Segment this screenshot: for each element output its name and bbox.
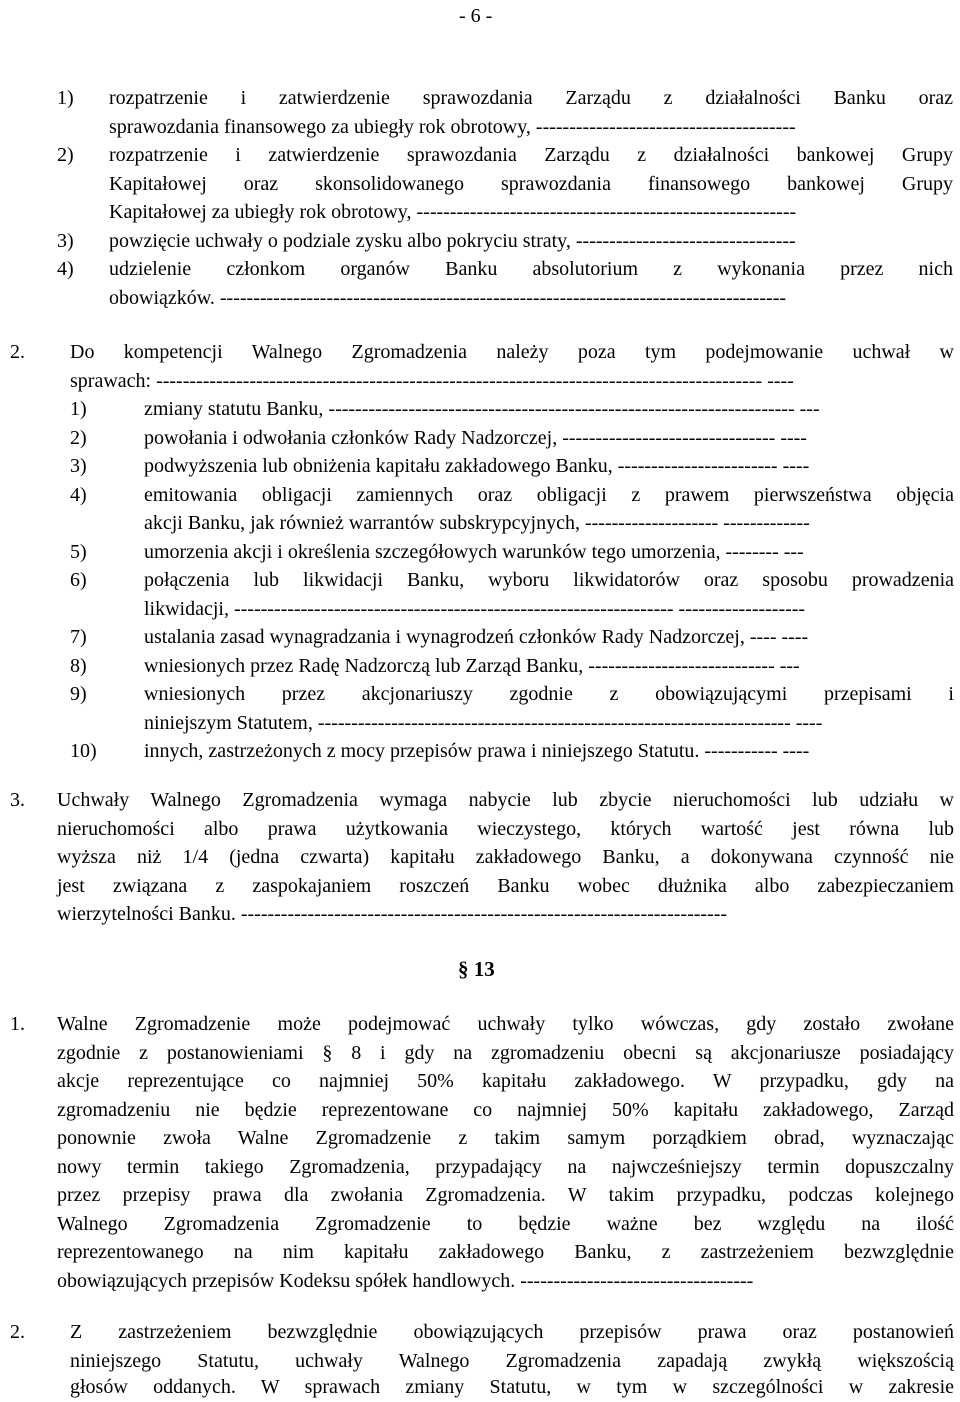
- paragraph-line: Walne Zgromadzenie może podejmować uchwały tylko wówczas, gdy zostało zwołane: [57, 1013, 954, 1035]
- list-item-number: 10): [70, 740, 97, 762]
- list-item-number: 6): [70, 569, 87, 591]
- paragraph-number: 1.: [10, 1013, 25, 1035]
- paragraph-line: akcje reprezentujące co najmniej 50% kapitału zakładowego. W przypadku, gdy na: [57, 1070, 954, 1092]
- list-item-number: 8): [70, 654, 87, 677]
- list-item-number: 5): [70, 540, 87, 563]
- paragraph-line: nieruchomości albo prawa użytkowania wieczystego, których wartość jest równa lub: [57, 817, 954, 840]
- paragraph-number: 2.: [10, 341, 25, 363]
- list-item-line: emitowania obligacji zamiennych oraz obligacji z prawem pierwszeństwa objęcia: [144, 483, 954, 506]
- section-heading: § 13: [458, 957, 495, 981]
- list-item-line: sprawozdania finansowego za ubiegły rok obrotowy, ---------------------------------------: [109, 115, 796, 138]
- paragraph-line: przez przepisy prawa dla zwołania Zgromadzenia. W takim przypadku, podczas kolejnego: [57, 1184, 954, 1206]
- paragraph-line: wierzytelności Banku. -------------------------------------------------------------------------: [57, 903, 728, 925]
- list-item-line: Kapitałowej za ubiegły rok obrotowy, ---------------------------------------------------------: [109, 201, 797, 223]
- paragraph-line: Z zastrzeżeniem bezwzględnie obowiązujących przepisów prawa oraz postanowień: [70, 1321, 954, 1343]
- paragraph-line: wyższa niż 1/4 (jedna czwarta) kapitału zakładowego Banku, a dokonywana czynność nie: [57, 846, 954, 868]
- paragraph-line: Uchwały Walnego Zgromadzenia wymaga nabycie lub zbycie nieruchomości lub udziału w: [57, 789, 954, 811]
- list-item-line: udzielenie członkom organów Banku absolutorium z wykonania przez nich: [109, 258, 953, 280]
- list-item-line: wniesionych przez akcjonariuszy zgodnie z obowiązującymi przepisami i: [144, 683, 954, 705]
- list-item-line: podwyższenia lub obniżenia kapitału zakładowego Banku, ------------------------ ----: [144, 455, 810, 477]
- list-item-number: 7): [70, 626, 87, 648]
- paragraph-line: ponownie zwoła Walne Zgromadzenie z takim samym porządkiem obrad, wyznaczając: [57, 1127, 954, 1149]
- list-item-number: 4): [57, 258, 74, 280]
- list-item-line: powzięcie uchwały o podziale zysku albo pokryciu straty, ---------------------------------: [109, 229, 796, 252]
- list-item-line: akcji Banku, jak również warrantów subskrypcyjnych, -------------------- -------------: [144, 512, 810, 534]
- paragraph-line: jest związana z zaspokajaniem roszczeń Banku wobec dłużnika albo zabezpieczaniem: [57, 874, 954, 897]
- list-item-line: niniejszym Statutem, ----------------------------------------------------------------------- ----: [144, 711, 823, 734]
- list-item-number: 2): [57, 144, 74, 166]
- list-item-number: 1): [57, 87, 74, 109]
- list-item-line: ustalania zasad wynagradzania i wynagrodzeń członków Rady Nadzorczej, ---- ----: [144, 626, 809, 648]
- list-item-number: 2): [70, 426, 87, 449]
- list-item-line: rozpatrzenie i zatwierdzenie sprawozdania Zarządu z działalności bankowej Grupy: [109, 144, 953, 166]
- list-item-line: wniesionych przez Radę Nadzorczą lub Zarząd Banku, ---------------------------- ---: [144, 654, 800, 677]
- list-item-line: rozpatrzenie i zatwierdzenie sprawozdania Zarządu z działalności Banku oraz: [109, 87, 953, 109]
- list-item-line: zmiany statutu Banku, ---------------------------------------------------------------------- ---: [144, 398, 820, 420]
- list-item-line: innych, zastrzeżonych z mocy przepisów prawa i niniejszego Statutu. ----------- ----: [144, 740, 810, 762]
- paragraph-line: Walnego Zgromadzenia Zgromadzenie to będzie ważne bez względu na ilość: [57, 1212, 954, 1235]
- paragraph-line: zgodnie z postanowieniami § 8 i gdy na zgromadzeniu obecni są akcjonariusze posiadający: [57, 1041, 954, 1064]
- list-item-line: Kapitałowej oraz skonsolidowanego sprawozdania finansowego bankowej Grupy: [109, 172, 953, 195]
- paragraph-line: obowiązujących przepisów Kodeksu spółek handlowych. -----------------------------------: [57, 1269, 754, 1292]
- list-item-line: powołania i odwołania członków Rady Nadzorczej, -------------------------------- ----: [144, 426, 807, 449]
- paragraph-line: niniejszego Statutu, uchwały Walnego Zgromadzenia zapadają zwykłą większością: [70, 1349, 954, 1372]
- page-number: - 6 -: [459, 5, 493, 27]
- list-item-number: 3): [70, 455, 87, 477]
- paragraph-line: reprezentowanego na nim kapitału zakładowego Banku, z zastrzeżeniem bezwzględnie: [57, 1241, 954, 1263]
- paragraph-line: Do kompetencji Walnego Zgromadzenia należy poza tym podejmowanie uchwał w: [70, 341, 954, 363]
- list-item-line: połączenia lub likwidacji Banku, wyboru likwidatorów oraz sposobu prowadzenia: [144, 569, 954, 591]
- paragraph-number: 2.: [10, 1321, 25, 1343]
- paragraph-line: sprawach: ------------------------------------------------------------------------------------------- ----: [70, 369, 794, 392]
- paragraph-line: zgromadzeniu nie będzie reprezentowane co najmniej 50% kapitału zakładowego, Zarząd: [57, 1098, 954, 1121]
- list-item-line: likwidacji, ------------------------------------------------------------------ -------------------: [144, 597, 806, 620]
- list-item-number: 9): [70, 683, 87, 705]
- list-item-number: 3): [57, 229, 74, 252]
- list-item-number: 4): [70, 483, 87, 506]
- paragraph-line: głosów oddanych. W sprawach zmiany Statutu, w tym w szczególności w zakresie: [70, 1376, 954, 1398]
- paragraph-line: nowy termin takiego Zgromadzenia, przypadający na najwcześniejszy termin dopuszczalny: [57, 1155, 954, 1178]
- list-item-line: umorzenia akcji i określenia szczegółowych warunków tego umorzenia, -------- ---: [144, 540, 804, 563]
- list-item-line: obowiązków. -------------------------------------------------------------------------------------: [109, 286, 787, 309]
- list-item-number: 1): [70, 398, 87, 420]
- paragraph-number: 3.: [10, 789, 25, 811]
